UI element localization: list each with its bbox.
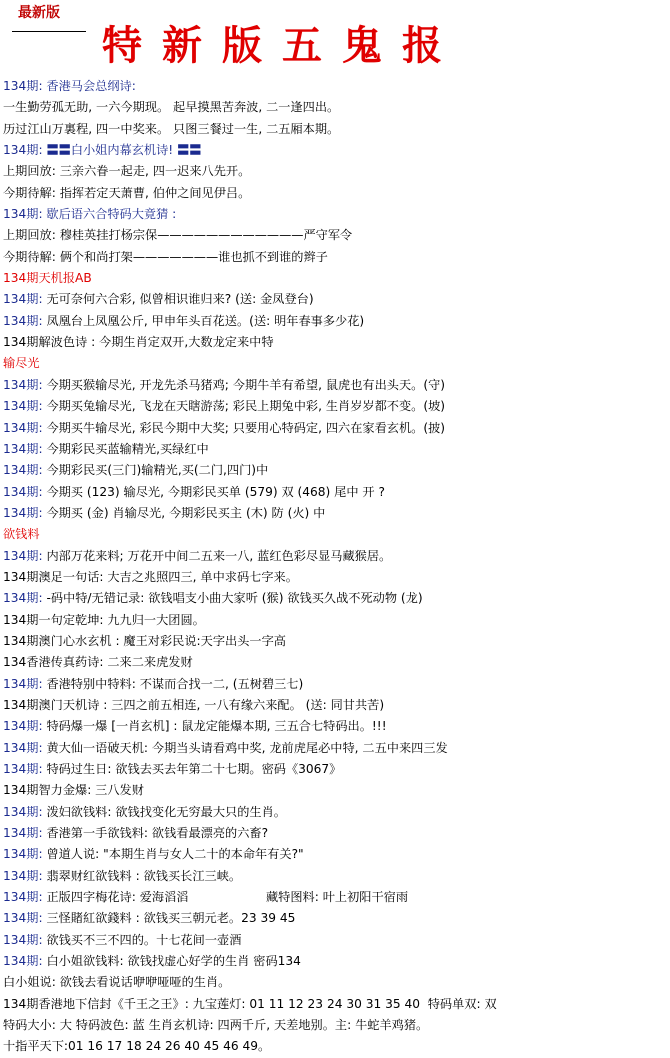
page-header: [0, 0, 670, 76]
line-text: 今期彩民买蓝输精光,买绿红中: [46, 441, 209, 456]
text-line: [3, 695, 667, 716]
text-line: [3, 439, 667, 460]
line-text: 黄大仙一语破天机: 今期当头请看鸡中奖, 龙前虎尾必中特, 二五中来四三发: [46, 740, 448, 755]
text-line: [3, 482, 667, 503]
line-text: 134期天机报AB: [3, 271, 92, 286]
period-label: 134期:: [3, 954, 47, 969]
line-text: 今期买牛输尽光, 彩民今期中大奖; 只要用心特码定, 四六在家看玄机。(披): [46, 420, 446, 435]
line-text: 134期解波色诗 : 今期生肖定双开,大数龙定来中特: [3, 335, 274, 350]
edition-badge: 最新版: [18, 5, 60, 21]
text-line: [3, 268, 667, 289]
line-text: 今期待解: 俩个和尚打架———————谁也抓不到谁的辫子: [3, 249, 328, 264]
line-text: 凤凰台上凤凰公斤, 甲申年头百花送。(送: 明年春事多少花): [46, 313, 365, 328]
period-label: 134期:: [3, 890, 47, 905]
line-text: 134期澳门心水玄机 : 魔王对彩民说:天字出头一字高: [3, 633, 286, 648]
line-text: 输尽光: [3, 356, 40, 371]
text-line: [3, 866, 667, 887]
line-text: 特码过生日: 欲钱去买去年第二十七期。密码《3067》: [46, 762, 342, 776]
text-line: [3, 375, 667, 396]
text-line: [3, 780, 667, 801]
text-line: [3, 546, 667, 567]
period-label: 134期:: [3, 911, 47, 926]
period-label: 134期:: [3, 740, 47, 755]
text-line: [3, 908, 667, 929]
line-text: 134期澳足一句话: 大吉之兆照四三, 单中求码七字来。: [3, 569, 298, 584]
text-line: [3, 460, 667, 481]
bar-symbol: 〓〓: [177, 143, 202, 158]
line-text: 134期: 香港马会总纲诗:: [3, 79, 136, 93]
text-line: [3, 204, 667, 225]
line-text: 134期一句定乾坤: 九九归一大团圆。: [3, 612, 205, 627]
text-line: [3, 567, 667, 588]
text-line: [3, 97, 667, 118]
period-label: 134期:: [3, 676, 47, 691]
text-line: [3, 119, 667, 140]
text-line: [3, 140, 667, 161]
line-text: 三怪賭紅欲錢料 : 欲钱买三朝元老。23 39 45: [46, 911, 296, 926]
line-text: -码中特/无错记录: 欲钱唱支小曲大家听 (猴) 欲钱买久战不死动物 (龙): [46, 591, 423, 606]
text-line: [3, 503, 667, 524]
period-label: 134期:: [3, 804, 47, 819]
period-label: 134期:: [3, 399, 47, 414]
text-line: [3, 588, 667, 609]
line-text: 无可奈何六合彩, 似曾相识谁归来? (送: 金凤登台): [46, 292, 314, 307]
period-label: 134期:: [3, 420, 47, 435]
text-line: [3, 247, 667, 268]
text-line: [3, 887, 667, 908]
line-text: 泼妇欲钱料: 欲钱找变化无穷最大只的生肖。: [46, 804, 286, 819]
line-text: 香港第一手欲钱料: 欲钱看最漂亮的六畜?: [46, 826, 269, 841]
period-label: 134期:: [3, 143, 47, 158]
line-text: 曾道人说: "本期生肖与女人二十的本命年有关?": [46, 847, 304, 862]
period-label: 白小姐内幕玄机诗!: [70, 143, 178, 158]
line-text: 今期买猴输尽光, 开龙先杀马猪鸡; 今期牛羊有希望, 鼠虎也有出头天。(守): [46, 377, 446, 392]
period-label: 134期:: [3, 313, 47, 328]
line-text: 特码爆一爆 [一肖玄机] : 鼠龙定能爆本期, 三五合七特码出。!!!: [46, 719, 387, 734]
period-label: 134期:: [3, 548, 47, 563]
text-line: [3, 674, 667, 695]
line-text: 香港特别中特料: 不谋而合找一二, (五树碧三七): [46, 676, 304, 691]
line-text: 今期买兔输尽光, 飞龙在天瞎游荡; 彩民上期兔中彩, 生肖岁岁都不变。(坡): [46, 399, 446, 414]
text-line: [3, 994, 667, 1015]
text-line: [3, 225, 667, 246]
line-text: 白小姐欲钱料: 欲钱找虚心好学的生肖 密码134: [46, 954, 301, 969]
line-text: 欲钱买不三不四的。十七花间一壶酒: [46, 932, 242, 947]
period-label: 134期:: [3, 505, 47, 520]
line-text: 134香港传真药诗: 二来二来虎发财: [3, 655, 193, 670]
badge-underline: [12, 31, 86, 32]
line-text: 特码大小: 大 特码波色: 蓝 生肖玄机诗: 四两千斤, 天差地别。主: 牛蛇羊鸡猪。: [3, 1018, 429, 1033]
text-line: [3, 76, 667, 97]
text-line: [3, 311, 667, 332]
text-line: [3, 951, 667, 972]
line-text: 今期彩民买(三门)输精光,买(二门,四门)中: [46, 463, 269, 478]
text-line: [3, 1015, 667, 1036]
line-text: 内部万花来料; 万花开中间二五来一八, 蓝红色彩尽显马藏猴居。: [46, 548, 392, 563]
text-line: [3, 183, 667, 204]
text-line: [3, 631, 667, 652]
text-line: [3, 161, 667, 182]
line-text: 今期待解: 指挥若定天萧曹, 伯仲之间见伊吕。: [3, 185, 251, 200]
period-label: 134期:: [3, 932, 47, 947]
period-label: 134期:: [3, 719, 47, 734]
text-line: [3, 610, 667, 631]
text-line: [3, 1036, 667, 1057]
text-line: [3, 289, 667, 310]
line-text: 正版四字梅花诗: 爱海滔滔 藏特图料: 叶上初阳干宿雨: [46, 890, 409, 905]
period-label: 134期:: [3, 484, 47, 499]
text-line: [3, 823, 667, 844]
line-text: 134期澳门天机诗 : 三四之前五相连, 一八有缘六来配。 (送: 同甘共苦): [3, 697, 385, 712]
line-text: 134期: 歇后语六合特码大竟猜 :: [3, 207, 177, 222]
line-text: 上期回放: 三亲六眷一起走, 四一迟来八先开。: [3, 164, 251, 179]
line-text: 134期智力金爆: 三八发财: [3, 783, 144, 798]
text-line: [3, 418, 667, 439]
line-text: 十指平天下:01 16 17 18 24 26 40 45 46 49。: [3, 1039, 271, 1054]
period-label: 134期:: [3, 868, 47, 883]
line-text: 历过江山万裏程, 四一中奖来。 只图三餐过一生, 二五厢本期。: [3, 121, 340, 136]
bar-symbol: 〓〓: [46, 143, 71, 158]
period-label: 134期:: [3, 591, 47, 606]
text-line: [3, 353, 667, 374]
text-line: [3, 802, 667, 823]
line-text: 上期回放: 穆桂英挂打杨宗保————————————严守军令: [3, 228, 353, 243]
line-text: 翡翠财红欲钱料 : 欲钱买长江三峡。: [46, 868, 242, 883]
line-text: 今期买 (金) 肖输尽光, 今期彩民买主 (木) 防 (火) 中: [46, 505, 326, 520]
text-line: [3, 524, 667, 545]
text-line: [3, 759, 667, 780]
text-line: [3, 738, 667, 759]
period-label: 134期:: [3, 292, 47, 307]
text-line: [3, 652, 667, 673]
text-line: [3, 930, 667, 951]
text-line: [3, 844, 667, 865]
period-label: 134期:: [3, 377, 47, 392]
line-text: 今期买 (123) 输尽光, 今期彩民买单 (579) 双 (468) 尾中 开 ?: [46, 484, 385, 499]
period-label: 134期:: [3, 847, 47, 862]
period-label: 134期:: [3, 762, 47, 776]
text-line: [3, 332, 667, 353]
period-label: 134期:: [3, 826, 47, 841]
line-text: 白小姐说: 欲钱去看说话咿咿哑哑的生肖。: [3, 975, 231, 990]
line-text: 一生勤劳孤无助, 一六今期现。 起早摸黑苦奔波, 二一逢四出。: [3, 100, 340, 115]
text-line: [3, 396, 667, 417]
line-text: 欲钱料: [3, 527, 40, 542]
text-line: [3, 972, 667, 993]
period-label: 134期:: [3, 441, 47, 456]
line-text: 134期香港地下信封《千王之王》: 九宝莲灯: 01 11 12 23 24 30 31 35 40 特码单双: 双: [3, 996, 497, 1011]
content-body: [3, 76, 667, 1058]
text-line: [3, 716, 667, 737]
period-label: 134期:: [3, 463, 47, 478]
page-title: 特新版五鬼报: [102, 22, 462, 69]
